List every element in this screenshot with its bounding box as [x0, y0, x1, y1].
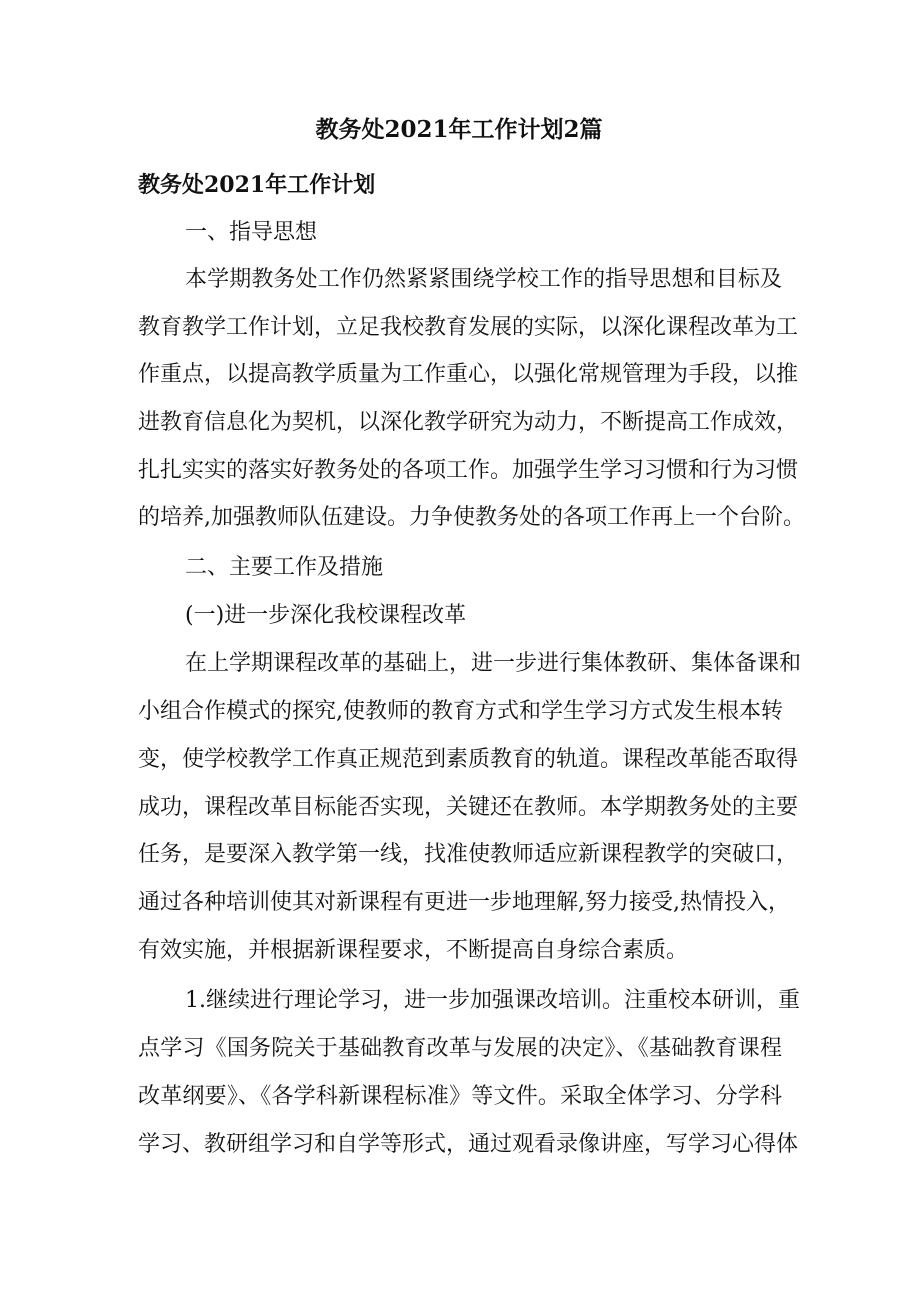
paragraph-line: 教育教学工作计划，立足我校教育发展的实际，以深化课程改革为工	[138, 315, 799, 340]
paragraph-line: 的培养,加强教师队伍建设。力争使教务处的各项工作再上一个台阶。	[138, 505, 805, 530]
paragraph-line: 作重点，以提高教学质量为工作重心，以强化常规管理为手段，以推	[138, 362, 799, 387]
document-title: 教务处2021年工作计划2篇	[315, 116, 603, 143]
paragraph-line: 任务，是要深入教学第一线，找准使教师适应新课程教学的突破口，	[138, 842, 799, 867]
paragraph-line: 改革纲要》、《各学科新课程标准》等文件。采取全体学习、分学科	[138, 1084, 782, 1109]
paragraph-line: 扎扎实实的落实好教务处的各项工作。加强学生学习习惯和行为习惯	[138, 458, 799, 483]
paragraph-line: 1.继续进行理论学习，进一步加强课改培训。注重校本研训，重	[185, 988, 800, 1013]
heading-main-work: 二、主要工作及措施	[185, 555, 384, 580]
paragraph-line: 有效实施，并根据新课程要求，不断提高自身综合素质。	[138, 938, 689, 963]
subheading-curriculum-reform: (一)进一步深化我校课程改革	[185, 603, 467, 628]
paragraph-line: 变，使学校教学工作真正规范到素质教育的轨道。课程改革能否取得	[138, 747, 799, 772]
paragraph-line: 小组合作模式的探究,使教师的教育方式和学生学习方式发生根本转	[138, 699, 783, 724]
paragraph-line: 本学期教务处工作仍然紧紧围绕学校工作的指导思想和目标及	[185, 267, 782, 292]
paragraph-line: 进教育信息化为契机，以深化教学研究为动力，不断提高工作成效，	[138, 410, 799, 435]
heading-guiding-ideology: 一、指导思想	[185, 220, 318, 245]
section-heading: 教务处2021年工作计划	[138, 172, 376, 198]
paragraph-line: 成功，课程改革目标能否实现，关键还在教师。本学期教务处的主要	[138, 795, 799, 820]
paragraph-line: 通过各种培训使其对新课程有更进一步地理解,努力接受,热情投入，	[138, 890, 790, 915]
paragraph-line: 在上学期课程改革的基础上，进一步进行集体教研、集体备课和	[185, 651, 802, 676]
paragraph-line: 点学习《国务院关于基础教育改革与发展的决定》、《基础教育课程	[138, 1036, 782, 1061]
paragraph-line: 学习、教研组学习和自学等形式，通过观看录像讲座，写学习心得体	[138, 1132, 799, 1157]
